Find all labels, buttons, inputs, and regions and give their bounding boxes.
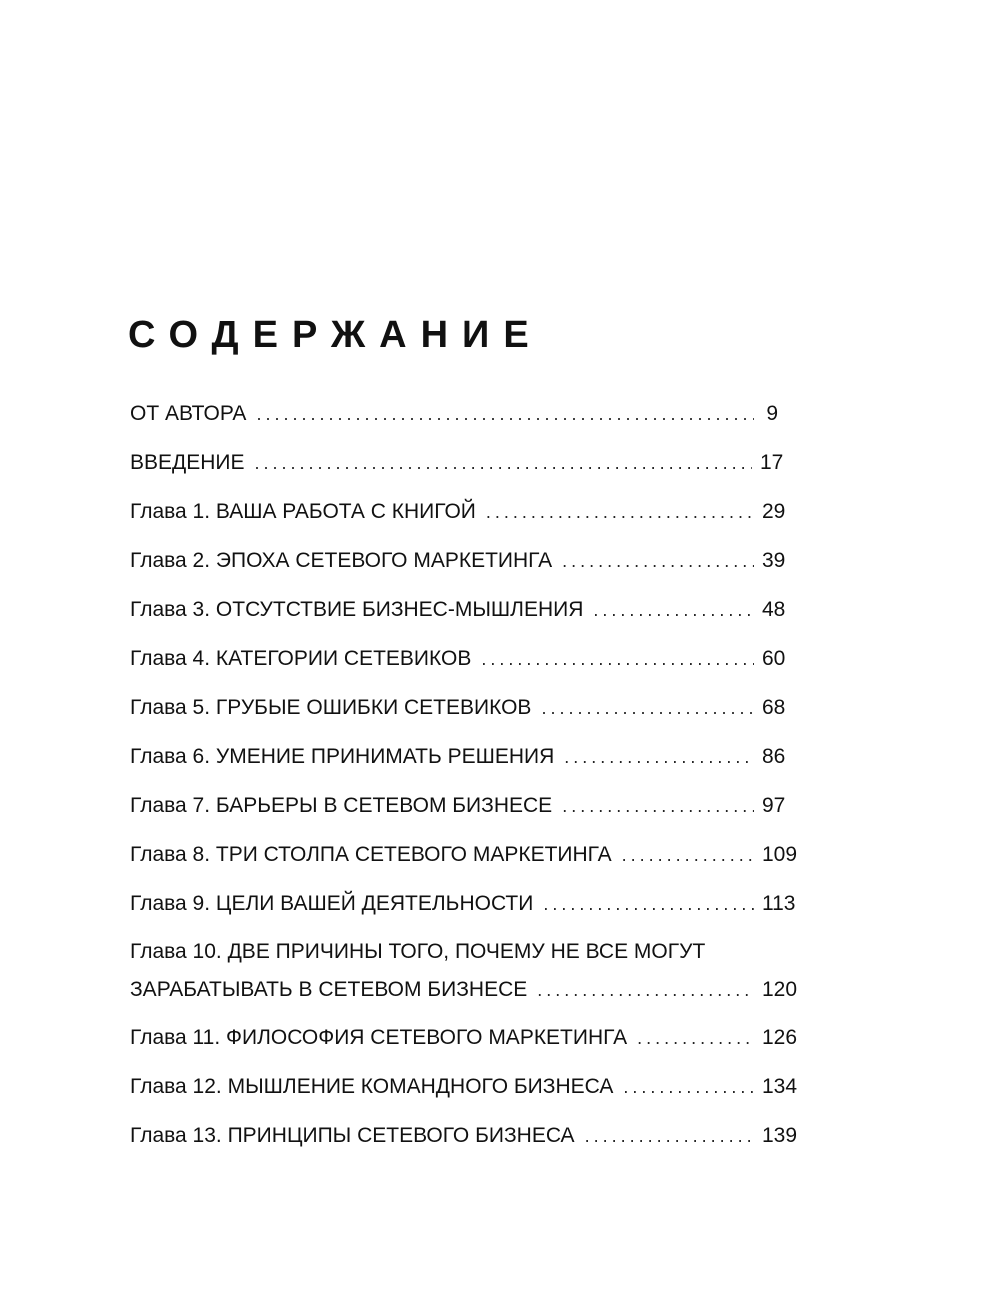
toc-entry[interactable] [130, 833, 798, 882]
dot-leader [541, 690, 754, 727]
toc-entry[interactable] [130, 392, 778, 441]
toc-entry-label: Глава 8. ТРИ СТОЛПА СЕТЕВОГО МАРКЕТИНГА [130, 843, 612, 866]
toc-entry-page: 86 [762, 745, 786, 768]
toc-entry-label: ВВЕДЕНИЕ [130, 451, 245, 474]
toc-entry-page: 29 [762, 500, 786, 523]
dot-leader [486, 494, 754, 531]
page-title: СОДЕРЖАНИЕ [128, 314, 543, 356]
dot-leader [593, 592, 754, 629]
toc-entry-page: 60 [762, 647, 786, 670]
toc-entry-label: Глава 12. МЫШЛЕНИЕ КОМАНДНОГО БИЗНЕСА [130, 1075, 614, 1098]
dot-leader [543, 886, 754, 923]
toc-entry-page: 126 [762, 1026, 798, 1049]
toc-entry[interactable] [130, 735, 786, 784]
toc-entry[interactable] [130, 588, 786, 637]
toc-entry[interactable] [130, 1114, 798, 1163]
toc-entry-label: Глава 1. ВАША РАБОТА С КНИГОЙ [130, 500, 476, 523]
toc-entry-label: Глава 11. ФИЛОСОФИЯ СЕТЕВОГО МАРКЕТИНГА [130, 1026, 628, 1049]
toc-entry-page: 9 [766, 402, 778, 425]
toc-entry-label: Глава 3. ОТСУТСТВИЕ БИЗНЕС-МЫШЛЕНИЯ [130, 598, 584, 621]
toc-entry-page: 120 [762, 978, 798, 1001]
toc-entry-label-line1: Глава 10. ДВЕ ПРИЧИНЫ ТОГО, ПОЧЕМУ НЕ ВСЕ МОГУТ [130, 940, 706, 963]
dot-leader [256, 396, 754, 433]
toc-entry-page: 97 [762, 794, 786, 817]
dot-leader [637, 1020, 754, 1057]
toc-entry-page: 113 [762, 892, 796, 915]
toc-entry-label: ОТ АВТОРА [130, 402, 247, 425]
toc-entry-page: 109 [762, 843, 798, 866]
toc-entry-label: Глава 13. ПРИНЦИПЫ СЕТЕВОГО БИЗНЕСА [130, 1124, 575, 1147]
toc-entry-label: Глава 6. УМЕНИЕ ПРИНИМАТЬ РЕШЕНИЯ [130, 745, 555, 768]
toc-entry[interactable] [130, 882, 796, 931]
toc-entry-line2 [130, 970, 798, 1010]
dot-leader [537, 970, 754, 1010]
toc-entry-label: Глава 5. ГРУБЫЕ ОШИБКИ СЕТЕВИКОВ [130, 696, 532, 719]
toc-entry[interactable] [130, 637, 786, 686]
toc-entry[interactable] [130, 931, 798, 1016]
toc-entry[interactable] [130, 784, 786, 833]
dot-leader [622, 837, 754, 874]
toc-entry[interactable] [130, 1065, 798, 1114]
toc-entry-label: Глава 9. ЦЕЛИ ВАШЕЙ ДЕЯТЕЛЬНОСТИ [130, 892, 534, 915]
toc-entry[interactable] [130, 686, 786, 735]
table-of-contents [130, 392, 798, 1163]
toc-entry-page: 39 [762, 549, 786, 572]
toc-entry-page: 68 [762, 696, 786, 719]
toc-entry[interactable] [130, 539, 786, 588]
toc-entry-page: 48 [762, 598, 786, 621]
toc-entry[interactable] [130, 490, 786, 539]
dot-leader [562, 543, 754, 580]
dot-leader [481, 641, 754, 678]
dot-leader [255, 445, 752, 482]
dot-leader [564, 739, 754, 776]
toc-entry-page: 139 [762, 1124, 798, 1147]
toc-entry[interactable] [130, 1016, 798, 1065]
dot-leader [623, 1069, 754, 1106]
toc-entry[interactable] [130, 441, 784, 490]
toc-entry-label: Глава 4. КАТЕГОРИИ СЕТЕВИКОВ [130, 647, 472, 670]
dot-leader [562, 788, 754, 825]
toc-entry-label: Глава 7. БАРЬЕРЫ В СЕТЕВОМ БИЗНЕСЕ [130, 794, 553, 817]
toc-entry-page: 134 [762, 1075, 798, 1098]
dot-leader [585, 1118, 754, 1155]
toc-entry-label: Глава 2. ЭПОХА СЕТЕВОГО МАРКЕТИНГА [130, 549, 553, 572]
toc-entry-label-line2: ЗАРАБАТЫВАТЬ В СЕТЕВОМ БИЗНЕСЕ [130, 978, 528, 1001]
toc-entry-page: 17 [759, 451, 784, 474]
